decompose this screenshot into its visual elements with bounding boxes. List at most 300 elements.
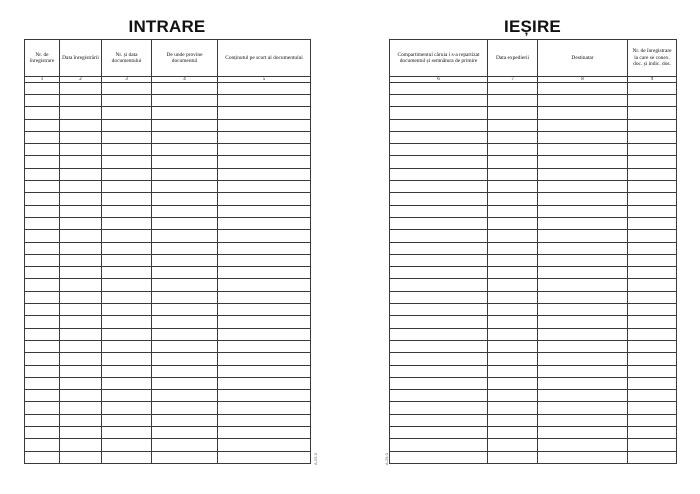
table-row bbox=[25, 242, 311, 254]
table-cell[interactable] bbox=[538, 279, 628, 291]
table-cell[interactable] bbox=[628, 328, 677, 340]
table-cell[interactable] bbox=[488, 291, 538, 303]
table-cell[interactable] bbox=[538, 427, 628, 439]
table-cell[interactable] bbox=[218, 168, 311, 180]
table-cell[interactable] bbox=[488, 279, 538, 291]
table-cell[interactable] bbox=[25, 95, 60, 107]
table-cell[interactable] bbox=[218, 267, 311, 279]
table-cell[interactable] bbox=[218, 254, 311, 266]
table-cell[interactable] bbox=[538, 291, 628, 303]
table-cell[interactable] bbox=[152, 353, 218, 365]
table-cell[interactable] bbox=[390, 427, 488, 439]
table-cell[interactable] bbox=[628, 267, 677, 279]
table-cell[interactable] bbox=[538, 414, 628, 426]
table-cell[interactable] bbox=[538, 365, 628, 377]
table-cell[interactable] bbox=[390, 254, 488, 266]
table-cell[interactable] bbox=[488, 414, 538, 426]
table-cell[interactable] bbox=[390, 82, 488, 94]
table-cell[interactable] bbox=[488, 254, 538, 266]
column-number: 7 bbox=[488, 76, 538, 82]
table-cell[interactable] bbox=[488, 217, 538, 229]
table-cell[interactable] bbox=[25, 402, 60, 414]
table-cell[interactable] bbox=[102, 353, 152, 365]
table-cell[interactable] bbox=[60, 328, 102, 340]
table-cell[interactable] bbox=[102, 427, 152, 439]
table-cell[interactable] bbox=[390, 451, 488, 463]
table-cell[interactable] bbox=[538, 377, 628, 389]
table-cell[interactable] bbox=[60, 451, 102, 463]
column-header-de-unde-provine: De unde provine documentul bbox=[152, 40, 218, 77]
table-cell[interactable] bbox=[102, 377, 152, 389]
table-cell[interactable] bbox=[60, 340, 102, 352]
table-cell[interactable] bbox=[152, 181, 218, 193]
table-cell[interactable] bbox=[102, 217, 152, 229]
table-cell[interactable] bbox=[390, 156, 488, 168]
table-cell[interactable] bbox=[538, 402, 628, 414]
table-cell[interactable] bbox=[628, 377, 677, 389]
table-cell[interactable] bbox=[218, 242, 311, 254]
table-cell[interactable] bbox=[538, 193, 628, 205]
table-cell[interactable] bbox=[218, 95, 311, 107]
table-cell[interactable] bbox=[628, 131, 677, 143]
table-cell[interactable] bbox=[60, 168, 102, 180]
column-header-nr-inregistrare: Nr. de înregistrare bbox=[25, 40, 60, 77]
table-cell[interactable] bbox=[488, 107, 538, 119]
table-cell[interactable] bbox=[152, 131, 218, 143]
table-cell[interactable] bbox=[25, 316, 60, 328]
table-cell[interactable] bbox=[488, 451, 538, 463]
table-cell[interactable] bbox=[25, 205, 60, 217]
table-cell[interactable] bbox=[628, 107, 677, 119]
table-cell[interactable] bbox=[60, 181, 102, 193]
table-cell[interactable] bbox=[538, 230, 628, 242]
table-cell[interactable] bbox=[390, 107, 488, 119]
table-cell[interactable] bbox=[538, 156, 628, 168]
table-cell[interactable] bbox=[390, 181, 488, 193]
table-cell[interactable] bbox=[102, 279, 152, 291]
table-cell[interactable] bbox=[25, 168, 60, 180]
table-cell[interactable] bbox=[628, 242, 677, 254]
table-cell[interactable] bbox=[628, 451, 677, 463]
table-cell[interactable] bbox=[390, 230, 488, 242]
table-cell[interactable] bbox=[25, 193, 60, 205]
table-row bbox=[390, 390, 677, 402]
table-cell[interactable] bbox=[390, 291, 488, 303]
table-cell[interactable] bbox=[488, 181, 538, 193]
table-cell[interactable] bbox=[628, 95, 677, 107]
table-cell[interactable] bbox=[152, 377, 218, 389]
table-cell[interactable] bbox=[390, 304, 488, 316]
table-cell[interactable] bbox=[152, 439, 218, 451]
table-cell[interactable] bbox=[152, 340, 218, 352]
table-cell[interactable] bbox=[25, 414, 60, 426]
table-cell[interactable] bbox=[390, 316, 488, 328]
table-cell[interactable] bbox=[102, 254, 152, 266]
table-cell[interactable] bbox=[152, 402, 218, 414]
table-cell[interactable] bbox=[628, 168, 677, 180]
column-number: 8 bbox=[538, 76, 628, 82]
table-cell[interactable] bbox=[538, 119, 628, 131]
table-cell[interactable] bbox=[390, 144, 488, 156]
table-cell[interactable] bbox=[25, 131, 60, 143]
table-cell[interactable] bbox=[152, 365, 218, 377]
table-cell[interactable] bbox=[60, 414, 102, 426]
table-cell[interactable] bbox=[218, 365, 311, 377]
table-cell[interactable] bbox=[538, 168, 628, 180]
table-cell[interactable] bbox=[390, 377, 488, 389]
table-cell[interactable] bbox=[390, 414, 488, 426]
table-cell[interactable] bbox=[538, 144, 628, 156]
table-cell[interactable] bbox=[390, 340, 488, 352]
table-cell[interactable] bbox=[218, 131, 311, 143]
table-cell[interactable] bbox=[390, 217, 488, 229]
table-cell[interactable] bbox=[538, 181, 628, 193]
table-cell[interactable] bbox=[152, 267, 218, 279]
table-cell[interactable] bbox=[488, 439, 538, 451]
table-cell[interactable] bbox=[390, 267, 488, 279]
table-cell[interactable] bbox=[488, 365, 538, 377]
table-cell[interactable] bbox=[628, 439, 677, 451]
table-cell[interactable] bbox=[218, 181, 311, 193]
table-cell[interactable] bbox=[102, 340, 152, 352]
table-cell[interactable] bbox=[102, 230, 152, 242]
table-cell[interactable] bbox=[60, 439, 102, 451]
table-cell[interactable] bbox=[628, 365, 677, 377]
table-cell[interactable] bbox=[60, 242, 102, 254]
table-cell[interactable] bbox=[25, 291, 60, 303]
table-cell[interactable] bbox=[628, 230, 677, 242]
table-cell[interactable] bbox=[102, 242, 152, 254]
table-row bbox=[390, 107, 677, 119]
table-cell[interactable] bbox=[488, 168, 538, 180]
table-cell[interactable] bbox=[488, 377, 538, 389]
table-cell[interactable] bbox=[102, 316, 152, 328]
table-cell[interactable] bbox=[152, 193, 218, 205]
table-cell[interactable] bbox=[628, 353, 677, 365]
table-cell[interactable] bbox=[60, 82, 102, 94]
table-cell[interactable] bbox=[628, 156, 677, 168]
table-cell[interactable] bbox=[218, 82, 311, 94]
table-cell[interactable] bbox=[25, 82, 60, 94]
table-cell[interactable] bbox=[628, 414, 677, 426]
table-cell[interactable] bbox=[25, 340, 60, 352]
table-cell[interactable] bbox=[25, 439, 60, 451]
table-cell[interactable] bbox=[538, 82, 628, 94]
table-cell[interactable] bbox=[152, 205, 218, 217]
table-cell[interactable] bbox=[488, 193, 538, 205]
table-cell[interactable] bbox=[488, 144, 538, 156]
table-cell[interactable] bbox=[102, 82, 152, 94]
table-cell[interactable] bbox=[488, 402, 538, 414]
table-cell[interactable] bbox=[60, 217, 102, 229]
table-cell[interactable] bbox=[538, 217, 628, 229]
table-cell[interactable] bbox=[60, 427, 102, 439]
table-cell[interactable] bbox=[628, 304, 677, 316]
table-cell[interactable] bbox=[60, 390, 102, 402]
column-number: 6 bbox=[390, 76, 488, 82]
table-cell[interactable] bbox=[218, 156, 311, 168]
table-cell[interactable] bbox=[538, 316, 628, 328]
table-row bbox=[390, 291, 677, 303]
table-cell[interactable] bbox=[60, 193, 102, 205]
table-cell[interactable] bbox=[60, 107, 102, 119]
table-cell[interactable] bbox=[488, 390, 538, 402]
table-cell[interactable] bbox=[60, 119, 102, 131]
table-cell[interactable] bbox=[60, 402, 102, 414]
table-cell[interactable] bbox=[60, 365, 102, 377]
table-cell[interactable] bbox=[628, 402, 677, 414]
table-cell[interactable] bbox=[102, 181, 152, 193]
table-cell[interactable] bbox=[628, 181, 677, 193]
table-cell[interactable] bbox=[152, 95, 218, 107]
table-cell[interactable] bbox=[218, 390, 311, 402]
table-cell[interactable] bbox=[60, 353, 102, 365]
table-cell[interactable] bbox=[628, 82, 677, 94]
table-cell[interactable] bbox=[60, 304, 102, 316]
table-cell[interactable] bbox=[218, 193, 311, 205]
table-cell[interactable] bbox=[102, 439, 152, 451]
table-cell[interactable] bbox=[488, 304, 538, 316]
table-cell[interactable] bbox=[538, 451, 628, 463]
table-row bbox=[25, 254, 311, 266]
table-cell[interactable] bbox=[628, 205, 677, 217]
table-cell[interactable] bbox=[102, 193, 152, 205]
table-cell[interactable] bbox=[152, 451, 218, 463]
table-cell[interactable] bbox=[488, 205, 538, 217]
table-cell[interactable] bbox=[60, 254, 102, 266]
table-cell[interactable] bbox=[25, 365, 60, 377]
table-cell[interactable] bbox=[218, 402, 311, 414]
table-cell[interactable] bbox=[218, 205, 311, 217]
table-cell[interactable] bbox=[152, 230, 218, 242]
table-cell[interactable] bbox=[538, 304, 628, 316]
table-cell[interactable] bbox=[25, 230, 60, 242]
table-cell[interactable] bbox=[102, 291, 152, 303]
table-cell[interactable] bbox=[538, 267, 628, 279]
table-cell[interactable] bbox=[25, 119, 60, 131]
table-cell[interactable] bbox=[218, 414, 311, 426]
table-cell[interactable] bbox=[60, 95, 102, 107]
table-cell[interactable] bbox=[390, 205, 488, 217]
table-cell[interactable] bbox=[390, 402, 488, 414]
table-cell[interactable] bbox=[390, 279, 488, 291]
table-cell[interactable] bbox=[102, 119, 152, 131]
table-cell[interactable] bbox=[25, 377, 60, 389]
table-cell[interactable] bbox=[152, 119, 218, 131]
table-cell[interactable] bbox=[218, 119, 311, 131]
column-header-data-inregistrarii: Data înregistrării bbox=[60, 40, 102, 77]
table-cell[interactable] bbox=[488, 119, 538, 131]
table-cell[interactable] bbox=[390, 95, 488, 107]
table-cell[interactable] bbox=[488, 156, 538, 168]
table-cell[interactable] bbox=[102, 451, 152, 463]
table-cell[interactable] bbox=[152, 168, 218, 180]
table-cell[interactable] bbox=[538, 390, 628, 402]
table-cell[interactable] bbox=[25, 353, 60, 365]
table-cell[interactable] bbox=[628, 316, 677, 328]
table-cell[interactable] bbox=[218, 107, 311, 119]
table-cell[interactable] bbox=[102, 131, 152, 143]
table-cell[interactable] bbox=[152, 414, 218, 426]
table-cell[interactable] bbox=[628, 390, 677, 402]
table-cell[interactable] bbox=[218, 291, 311, 303]
table-cell[interactable] bbox=[102, 304, 152, 316]
table-cell[interactable] bbox=[60, 156, 102, 168]
table-cell[interactable] bbox=[538, 205, 628, 217]
table-cell[interactable] bbox=[25, 279, 60, 291]
table-cell[interactable] bbox=[628, 340, 677, 352]
table-row bbox=[25, 279, 311, 291]
table-row bbox=[390, 340, 677, 352]
table-cell[interactable] bbox=[60, 291, 102, 303]
table-cell[interactable] bbox=[102, 365, 152, 377]
table-cell[interactable] bbox=[60, 267, 102, 279]
table-cell[interactable] bbox=[25, 328, 60, 340]
table-cell[interactable] bbox=[390, 119, 488, 131]
table-cell[interactable] bbox=[488, 316, 538, 328]
table-cell[interactable] bbox=[628, 119, 677, 131]
table-cell[interactable] bbox=[25, 107, 60, 119]
table-cell[interactable] bbox=[152, 427, 218, 439]
table-cell[interactable] bbox=[538, 328, 628, 340]
table-cell[interactable] bbox=[60, 230, 102, 242]
table-cell[interactable] bbox=[102, 402, 152, 414]
table-cell[interactable] bbox=[25, 242, 60, 254]
table-cell[interactable] bbox=[390, 365, 488, 377]
table-cell[interactable] bbox=[488, 427, 538, 439]
table-cell[interactable] bbox=[102, 205, 152, 217]
table-row bbox=[390, 304, 677, 316]
table-cell[interactable] bbox=[390, 439, 488, 451]
table-cell[interactable] bbox=[102, 144, 152, 156]
table-cell[interactable] bbox=[60, 316, 102, 328]
table-cell[interactable] bbox=[488, 267, 538, 279]
table-row bbox=[390, 242, 677, 254]
table-cell[interactable] bbox=[390, 353, 488, 365]
table-cell[interactable] bbox=[628, 254, 677, 266]
table-cell[interactable] bbox=[25, 427, 60, 439]
table-cell[interactable] bbox=[218, 279, 311, 291]
table-cell[interactable] bbox=[152, 390, 218, 402]
table-cell[interactable] bbox=[25, 304, 60, 316]
table-cell[interactable] bbox=[538, 353, 628, 365]
table-cell[interactable] bbox=[628, 217, 677, 229]
table-cell[interactable] bbox=[152, 316, 218, 328]
table-cell[interactable] bbox=[60, 279, 102, 291]
table-cell[interactable] bbox=[60, 131, 102, 143]
table-cell[interactable] bbox=[488, 242, 538, 254]
table-cell[interactable] bbox=[218, 451, 311, 463]
table-cell[interactable] bbox=[218, 328, 311, 340]
table-cell[interactable] bbox=[488, 230, 538, 242]
table-cell[interactable] bbox=[218, 230, 311, 242]
table-cell[interactable] bbox=[102, 95, 152, 107]
header-row bbox=[390, 40, 677, 77]
table-cell[interactable] bbox=[25, 144, 60, 156]
table-cell[interactable] bbox=[152, 82, 218, 94]
table-cell[interactable] bbox=[488, 328, 538, 340]
table-cell[interactable] bbox=[102, 156, 152, 168]
table-cell[interactable] bbox=[218, 340, 311, 352]
table-cell[interactable] bbox=[102, 168, 152, 180]
table-cell[interactable] bbox=[218, 217, 311, 229]
table-cell[interactable] bbox=[628, 144, 677, 156]
table-cell[interactable] bbox=[538, 439, 628, 451]
table-cell[interactable] bbox=[102, 267, 152, 279]
table-cell[interactable] bbox=[25, 267, 60, 279]
table-cell[interactable] bbox=[25, 254, 60, 266]
table-cell[interactable] bbox=[488, 82, 538, 94]
table-cell[interactable] bbox=[25, 451, 60, 463]
table-cell[interactable] bbox=[25, 217, 60, 229]
table-cell[interactable] bbox=[218, 144, 311, 156]
table-cell[interactable] bbox=[60, 377, 102, 389]
table-cell[interactable] bbox=[218, 304, 311, 316]
table-cell[interactable] bbox=[102, 107, 152, 119]
table-cell[interactable] bbox=[102, 414, 152, 426]
table-cell[interactable] bbox=[152, 279, 218, 291]
table-cell[interactable] bbox=[102, 390, 152, 402]
table-cell[interactable] bbox=[152, 291, 218, 303]
table-cell[interactable] bbox=[102, 328, 152, 340]
column-header-compartimentul: Compartimentul căruia i s-a repartizat documentul și semnătura de primire bbox=[390, 40, 488, 77]
table-cell[interactable] bbox=[152, 217, 218, 229]
table-row bbox=[390, 439, 677, 451]
table-cell[interactable] bbox=[390, 242, 488, 254]
table-cell[interactable] bbox=[152, 156, 218, 168]
table-cell[interactable] bbox=[628, 427, 677, 439]
table-cell[interactable] bbox=[538, 254, 628, 266]
table-cell[interactable] bbox=[538, 340, 628, 352]
table-cell[interactable] bbox=[390, 390, 488, 402]
table-cell[interactable] bbox=[218, 427, 311, 439]
table-cell[interactable] bbox=[218, 316, 311, 328]
table-cell[interactable] bbox=[628, 193, 677, 205]
table-row bbox=[390, 279, 677, 291]
table-cell[interactable] bbox=[152, 144, 218, 156]
table-cell[interactable] bbox=[390, 168, 488, 180]
table-cell[interactable] bbox=[152, 328, 218, 340]
table-cell[interactable] bbox=[538, 242, 628, 254]
table-cell[interactable] bbox=[152, 304, 218, 316]
table-cell[interactable] bbox=[152, 254, 218, 266]
table-cell[interactable] bbox=[25, 156, 60, 168]
table-cell[interactable] bbox=[60, 144, 102, 156]
table-cell[interactable] bbox=[628, 291, 677, 303]
table-cell[interactable] bbox=[390, 328, 488, 340]
table-cell[interactable] bbox=[60, 205, 102, 217]
table-cell[interactable] bbox=[488, 353, 538, 365]
table-cell[interactable] bbox=[390, 193, 488, 205]
table-cell[interactable] bbox=[25, 181, 60, 193]
table-cell[interactable] bbox=[538, 107, 628, 119]
table-cell[interactable] bbox=[538, 131, 628, 143]
table-cell[interactable] bbox=[152, 107, 218, 119]
table-cell[interactable] bbox=[218, 353, 311, 365]
table-cell[interactable] bbox=[390, 131, 488, 143]
table-cell[interactable] bbox=[488, 131, 538, 143]
table-cell[interactable] bbox=[218, 439, 311, 451]
table-row bbox=[25, 414, 311, 426]
table-cell[interactable] bbox=[152, 242, 218, 254]
table-row bbox=[25, 156, 311, 168]
table-cell[interactable] bbox=[25, 390, 60, 402]
table-cell[interactable] bbox=[628, 279, 677, 291]
table-cell[interactable] bbox=[218, 377, 311, 389]
table-cell[interactable] bbox=[538, 95, 628, 107]
table-cell[interactable] bbox=[488, 95, 538, 107]
table-cell[interactable] bbox=[488, 340, 538, 352]
